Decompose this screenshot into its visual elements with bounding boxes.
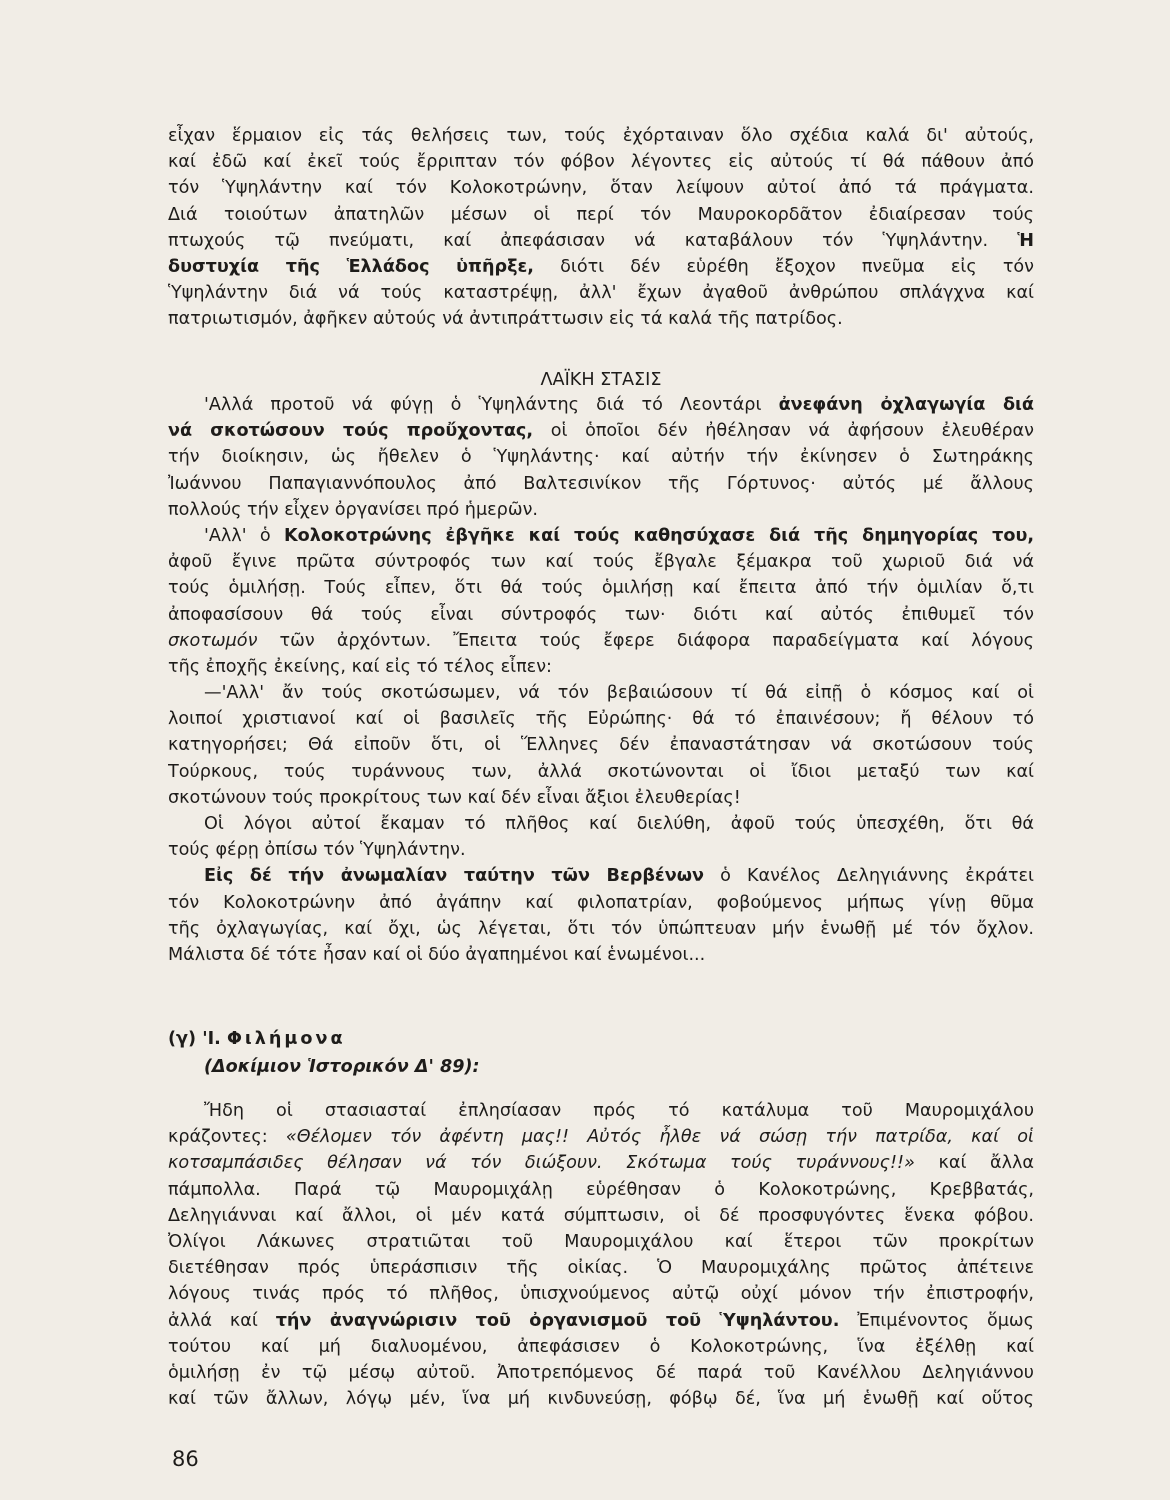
bold-phrase: νά σκοτώσουν τούς προὔχοντας,	[168, 421, 534, 442]
text-line	[168, 1150, 1034, 1176]
text-line	[168, 1386, 1034, 1412]
line-text: τούς ὁμιλήσῃ. Τούς εἶπεν, ὅτι θά τούς ὁμιλήσῃ καί ἔπειτα ἀπό τήν ὁμιλίαν ὅ,τι	[168, 578, 1034, 599]
line-text: ἀποφασίσουν θά τούς εἶναι σύντροφός των· διότι καί αὐτός ἐπιθυμεῖ τόν	[168, 604, 1034, 625]
line-text: καί ἄλλα	[938, 1153, 1034, 1174]
text-line	[168, 497, 1034, 523]
line-text: ἀφοῦ ἔγινε πρῶτα σύντροφός των καί τούς ἔβγαλε ξέμακρα τοῦ χωριοῦ διά νά	[168, 552, 1034, 573]
text-line	[168, 1229, 1034, 1255]
text-line	[168, 202, 1034, 228]
text-line	[168, 444, 1034, 470]
line-text: 'Αλλά προτοῦ νά φύγῃ ὁ Ὑψηλάντης διά τό Λεοντάρι	[204, 395, 762, 415]
source-author: Φιλήμονα	[226, 1029, 346, 1049]
line-text: εἶχαν ἕρμαιον εἰς τάς θελήσεις των, τούς ἐχόρταιναν ὅλο σχέδια καλά δι' αὐτούς,	[168, 126, 1034, 146]
bold-phrase: ἀνεφάνη ὀχλαγωγία διά	[778, 395, 1034, 415]
line-text: διότι δέν εὑρέθη ἔξοχον πνεῦμα εἰς τόν	[560, 256, 1034, 277]
text-line	[168, 1203, 1034, 1229]
bold-phrase: Ἡ	[1017, 230, 1034, 251]
text-line	[168, 149, 1034, 175]
line-text: λοιποί χριστιανοί καί οἱ βασιλεῖς τῆς Εὐρώπης· θά τό ἐπαινέσουν; ἤ θέλουν τό	[168, 709, 1034, 730]
text-line	[168, 602, 1034, 628]
text-line	[168, 890, 1034, 916]
line-text: —'Αλλ' ἄν τούς σκοτώσωμεν, νά τόν βεβαιώσουν τί θά εἰπῇ ὁ κόσμος καί οἱ	[204, 683, 1034, 704]
text-line	[168, 680, 1034, 706]
text-line	[168, 732, 1034, 758]
text-line	[168, 306, 1034, 332]
text-line	[168, 1334, 1034, 1360]
line-text: Ἰωάννου Παπαγιαννόπουλος ἀπό Βαλτεσινίκον τῆς Γόρτυνος· αὐτός μέ ἄλλους	[168, 473, 1034, 494]
text-line	[168, 1177, 1034, 1203]
line-text: τῶν ἀρχόντων. Ἔπειτα τούς ἔφερε διάφορα παραδείγματα καί λόγους	[279, 630, 1034, 651]
line-text: Ὑψηλάντην διά νά τούς καταστρέψῃ, ἀλλ' ἔχων ἀγαθοῦ ἀνθρώπου σπλάγχνα καί	[168, 283, 1034, 304]
line-text: τῆς ἐποχῆς ἐκείνης, καί εἰς τό τέλος εἶπεν:	[168, 656, 552, 677]
text-line	[168, 1255, 1034, 1281]
line-text: τούς φέρῃ ὀπίσω τόν Ὑψηλάντην.	[168, 840, 466, 861]
text-line	[168, 418, 1034, 444]
line-text: Μάλιστα δέ τότε ἦσαν καί οἱ δύο ἀγαπημένοι καί ἑνωμένοι...	[168, 944, 706, 965]
text-line	[168, 228, 1034, 254]
text-line	[168, 175, 1034, 201]
source-label: (γ) 'Ι.	[168, 1029, 221, 1049]
source-citation	[168, 1026, 1034, 1052]
page-number: 86	[172, 1447, 199, 1471]
text-line	[168, 837, 1034, 863]
line-text: πτωχούς τῷ πνεύματι, καί ἀπεφάσισαν νά καταβάλουν τόν Ὑψηλάντην.	[168, 230, 989, 251]
line-text: Δεληγιάνναι καί ἄλλοι, οἱ μέν κατά σύμπτωσιν, οἱ δέ προσφυγόντες ἕνεκα φόβου.	[168, 1205, 1034, 1226]
bold-phrase: δυστυχία τῆς Ἑλλάδος ὑπῆρξε,	[168, 256, 534, 277]
line-text: τόν Ὑψηλάντην καί τόν Κολοκοτρώνην, ὅταν λείψουν αὐτοί ἀπό τά πράγματα.	[168, 178, 1034, 199]
text-line	[168, 785, 1034, 811]
line-text: καί ἐδῶ καί ἐκεῖ τούς ἔρριπταν τόν φόβον λέγοντες εἰς αὐτούς τί θά πάθουν ἀπό	[168, 152, 1034, 173]
text-line	[168, 1124, 1034, 1150]
bold-phrase: Εἰς δέ τήν ἀνωμαλίαν ταύτην τῶν Βερβένων	[204, 866, 704, 887]
text-line	[168, 254, 1034, 280]
text-line	[168, 523, 1034, 549]
line-text: Ὀλίγοι Λάκωνες στρατιῶται τοῦ Μαυρομιχάλου καί ἕτεροι τῶν προκρίτων	[168, 1231, 1034, 1252]
line-text: Οἱ λόγοι αὐτοί ἔκαμαν τό πλῆθος καί διελύθη, ἀφοῦ τούς ὑπεσχέθη, ὅτι θά	[204, 814, 1034, 834]
text-line	[168, 575, 1034, 601]
text-line	[168, 1281, 1034, 1307]
text-line	[168, 916, 1034, 942]
line-text: κατηγορήσει; Θά εἰποῦν ὅτι, οἱ Ἕλληνες δέν ἐπαναστάτησαν νά σκοτώσουν τούς	[168, 735, 1034, 756]
bold-phrase: τήν ἀναγνώρισιν τοῦ ὀργανισμοῦ τοῦ Ὑψηλάντου.	[275, 1310, 840, 1331]
quoted-passage	[168, 1098, 1034, 1412]
section-body	[168, 392, 1034, 968]
text-line	[168, 759, 1034, 785]
italic-phrase: «Θέλομεν τόν ἀφέντη μας!! Αὐτός ἦλθε νά σώσῃ τήν πατρίδα, καί οἱ	[285, 1127, 1034, 1148]
line-text: πάμπολλα. Παρά τῷ Μαυρομιχάλῃ εὑρέθησαν ὁ Κολοκοτρώνης, Κρεββατάς,	[168, 1179, 1034, 1200]
opening-paragraph	[168, 123, 1034, 333]
italic-phrase: κοτσαμπάσιδες θέλησαν νά τόν διώξουν. Σκότωμα τούς τυράννους!!»	[168, 1153, 915, 1174]
line-text: τῆς ὀχλαγωγίας, καί ὄχι, ὡς λέγεται, ὅτι τόν ὑπώπτευαν μήν ἑνωθῇ μέ τόν ὄχλον.	[168, 918, 1034, 939]
line-text: Τούρκους, τούς τυράννους των, ἀλλά σκοτώνονται οἱ ἴδιοι μεταξύ των καί	[168, 761, 1034, 782]
line-text: τούτου καί μή διαλυομένου, ἀπεφάσισεν ὁ Κολοκοτρώνης, ἵνα ἐξέλθῃ καί	[168, 1336, 1034, 1357]
text-line	[168, 628, 1034, 654]
text-line	[168, 863, 1034, 889]
line-text: ὁ Κανέλος Δεληγιάννης ἐκράτει	[720, 866, 1034, 887]
text-line	[168, 280, 1034, 306]
line-text: ἀλλά καί	[168, 1310, 258, 1331]
line-text: οἱ ὁποῖοι δέν ἠθέλησαν νά ἀφήσουν ἐλευθέραν	[550, 421, 1034, 442]
line-text: ὁμιλήσῃ ἐν τῷ μέσῳ αὐτοῦ. Ἀποτρεπόμενος δέ παρά τοῦ Κανέλλου Δεληγιάννου	[168, 1362, 1034, 1383]
text-line	[168, 549, 1034, 575]
text-line	[168, 123, 1034, 149]
line-text: Ἤδη οἱ στασιασταί ἐπλησίασαν πρός τό κατάλυμα τοῦ Μαυρομιχάλου	[204, 1101, 1034, 1121]
line-text: καί τῶν ἄλλων, λόγῳ μέν, ἵνα μή κινδυνεύσῃ, φόβῳ δέ, ἵνα μή ἑνωθῇ καί οὕτος	[168, 1389, 1034, 1410]
text-line	[168, 1098, 1034, 1124]
line-text: κράζοντες:	[168, 1127, 268, 1148]
line-text: τήν διοίκησιν, ὡς ἤθελεν ὁ Ὑψηλάντης· καί αὐτήν τήν ἐκίνησεν ὁ Σωτηράκης	[168, 447, 1034, 468]
text-line	[168, 392, 1034, 418]
bold-phrase: Κολοκοτρώνης ἐβγῆκε καί τούς καθησύχασε διά τῆς δημηγορίας του,	[284, 525, 1034, 546]
line-text: πολλούς τήν εἶχεν ὀργανίσει πρό ἡμερῶν.	[168, 499, 538, 520]
line-text: λόγους τινάς πρός τό πλῆθος, ὑπισχνούμενος αὐτῷ οὐχί μόνον τήν ἐπιστροφήν,	[168, 1284, 1034, 1305]
line-text: τόν Κολοκοτρώνην ἀπό ἀγάπην καί φιλοπατρίαν, φοβούμενος μήπως γίνῃ θῦμα	[168, 892, 1034, 913]
text-line	[168, 942, 1034, 968]
text-line	[168, 811, 1034, 837]
section-heading: ΛΑΪΚΗ ΣΤΑΣΙΣ	[540, 370, 662, 390]
text-line	[168, 1308, 1034, 1334]
line-text: πατριωτισμόν, ἀφῆκεν αὐτούς νά ἀντιπράττωσιν εἰς τά καλά τῆς πατρίδος.	[168, 309, 843, 330]
line-text: Διά τοιούτων ἀπατηλῶν μέσων οἱ περί τόν Μαυροκορδᾶτον ἐδιαίρεσαν τούς	[168, 204, 1034, 225]
line-text: 'Αλλ' ὁ	[204, 525, 271, 546]
text-line	[168, 654, 1034, 680]
text-line	[168, 471, 1034, 497]
italic-phrase: σκοτωμόν	[168, 630, 258, 651]
line-text: Ἐπιμένοντος ὅμως	[857, 1310, 1034, 1331]
source-work: (Δοκίμιον Ἱστορικόν Δ' 89):	[204, 1057, 480, 1077]
line-text: διετέθησαν πρός ὑπεράσπισιν τῆς οἰκίας. Ὁ Μαυρομιχάλης πρῶτος ἀπέτεινε	[168, 1258, 1034, 1279]
text-line	[168, 1360, 1034, 1386]
text-line	[168, 706, 1034, 732]
line-text: σκοτώνουν τούς προκρίτους των καί δέν εἶναι ἄξιοι ἐλευθερίας!	[168, 787, 741, 808]
